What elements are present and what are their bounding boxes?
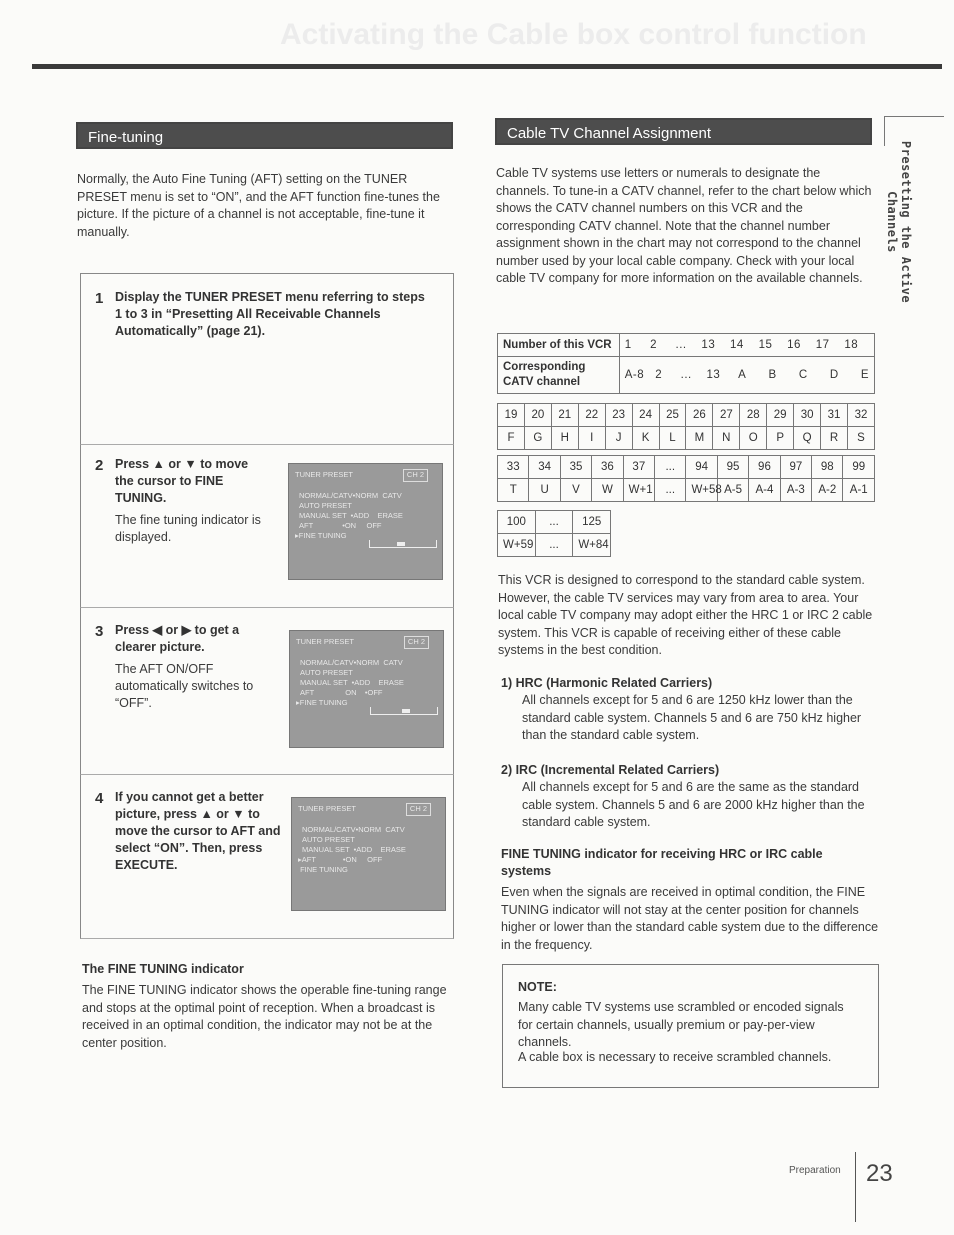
vcr-number-cell: 22 <box>578 404 605 427</box>
step-4-number: 4 <box>95 790 104 807</box>
catv-channel-cell: R <box>821 427 848 450</box>
catv-channel-cell: S <box>847 427 874 450</box>
catv-channel-cell: P <box>767 427 794 450</box>
top-rule <box>32 64 942 69</box>
hrc-body: All channels except for 5 and 6 are 1250 kHz lower than the standard cable system. Channels 5 and 6 are 750 kHz higher than the standard cable system. <box>522 693 862 742</box>
osd-screen-step2 <box>288 463 443 580</box>
catv-channel-cell: I <box>578 427 605 450</box>
osd-line: NORMAL/CATV•NORM CATV <box>302 825 405 834</box>
catv-channel-cell: A-1 <box>843 479 875 502</box>
vcr-number-cell: 25 <box>659 404 686 427</box>
faded-running-title: Activating the Cable box control function <box>280 18 867 51</box>
vcr-number-cell: 21 <box>551 404 578 427</box>
note-label: NOTE: <box>518 980 557 994</box>
vcr-ellipsis: ... <box>675 339 687 351</box>
vcr-number-cell: 20 <box>524 404 551 427</box>
catv-heading: Cable TV Channel Assignment <box>495 118 872 145</box>
vcr-number-cell: 125 <box>573 511 611 534</box>
note-line-1: Many cable TV systems use scrambled or encoded signals for certain channels, usually premium or pay-per-view channels. <box>518 1000 844 1049</box>
vcr-number-cell: 94 <box>686 456 717 479</box>
catv-channel-cell: N <box>713 427 740 450</box>
osd-line: MANUAL SET •ADD ERASE <box>300 678 404 687</box>
catv-channel-cell: A-4 <box>749 479 780 502</box>
fine-hrc-body: Even when the signals are received in optimal condition, the FINE TUNING indicator will not stay at the center position for channels higher or lower than the standard cable system due to the difference in the frequency. <box>501 885 879 952</box>
vcr-1: 1 <box>624 339 632 351</box>
channel-table-4 <box>497 510 611 557</box>
indicator-marker <box>402 709 410 713</box>
note-box <box>502 964 879 1088</box>
channel-table-1 <box>497 333 875 394</box>
osd-title: TUNER PRESET <box>298 804 356 813</box>
catv-channel-cell: W <box>592 479 623 502</box>
catv-channel-cell: O <box>740 427 767 450</box>
footer-divider <box>855 1152 856 1222</box>
osd-line: MANUAL SET •ADD ERASE <box>299 511 403 520</box>
osd-title: TUNER PRESET <box>296 637 354 646</box>
catv-channel-cell: U <box>529 479 560 502</box>
vcr-number-cell: 30 <box>794 404 821 427</box>
step-1-number: 1 <box>95 290 104 307</box>
vcr-number-cell: 96 <box>749 456 780 479</box>
vcr-number-cell: 36 <box>592 456 623 479</box>
fine-tuning-heading: Fine-tuning <box>76 122 453 149</box>
vcr-number-cell: 99 <box>843 456 875 479</box>
row-label-vcr: Number of this VCR <box>498 334 620 357</box>
side-tab-label: Presetting the Active Channels <box>885 140 913 304</box>
page-number: 23 <box>866 1160 893 1187</box>
catv-2: 2 <box>655 369 663 381</box>
osd-line: NORMAL/CATV•NORM CATV <box>299 491 402 500</box>
catv-channel-cell: V <box>560 479 591 502</box>
step-4-box <box>80 775 454 939</box>
catv-channel-cell: M <box>686 427 713 450</box>
osd-line: ▸FINE TUNING <box>295 531 347 540</box>
vcr-number-cell: 37 <box>623 456 654 479</box>
vcr-17: 17 <box>815 339 830 351</box>
side-tab <box>884 116 944 326</box>
vcr-number-cell: 23 <box>605 404 632 427</box>
vcr-13: 13 <box>701 339 716 351</box>
vcr-number-cell: 35 <box>560 456 591 479</box>
channel-table-2 <box>497 403 875 450</box>
footer-section: Preparation <box>789 1165 841 1176</box>
osd-channel: CH 2 <box>403 469 428 482</box>
indicator-heading: The FINE TUNING indicator <box>82 962 244 976</box>
vcr-14: 14 <box>730 339 744 351</box>
vcr-number-cell: 27 <box>713 404 740 427</box>
catv-channel-cell: W+84 <box>573 534 611 557</box>
vcr-number-cell: 28 <box>740 404 767 427</box>
vcr-number-cell: ... <box>655 456 686 479</box>
row-label-catv: Corresponding CATV channel <box>498 357 620 394</box>
step-1-instruction: Display the TUNER PRESET menu referring to steps 1 to 3 in “Presetting All Receivable Channels Automatically” (page 21). <box>115 290 425 338</box>
catv-channel-cell: W+59 <box>498 534 536 557</box>
vcr-number-cell: 19 <box>498 404 525 427</box>
vcr-2: 2 <box>650 339 658 351</box>
osd-channel: CH 2 <box>404 636 429 649</box>
vcr-number-cell: 26 <box>686 404 713 427</box>
vcr-number-cell: 97 <box>780 456 811 479</box>
indicator-marker <box>397 542 405 546</box>
catv-channel-cell: J <box>605 427 632 450</box>
irc-title: 2) IRC (Incremental Related Carriers) <box>501 763 720 777</box>
step-3-instruction: Press ◀ or ▶ to get a clearer picture. <box>115 623 240 654</box>
catv-channel-cell: H <box>551 427 578 450</box>
catv-channel-cell: F <box>498 427 525 450</box>
catv-channel-cell: L <box>659 427 686 450</box>
catv-channel-cell: ... <box>535 534 573 557</box>
vcr-number-cell: 95 <box>717 456 748 479</box>
catv-channel-cell: A-5 <box>717 479 748 502</box>
catv-channel-cell: W+58 <box>686 479 717 502</box>
step-1-box <box>80 273 454 445</box>
vcr-18: 18 <box>844 339 859 351</box>
step-2-box <box>80 445 454 608</box>
step-2-number: 2 <box>95 457 104 474</box>
irc-body: All channels except for 5 and 6 are the same as the standard cable system. Channels 5 and 6 are 2000 kHz higher than the standard cable system. <box>522 780 865 829</box>
catv-channel-cells <box>619 357 874 394</box>
osd-channel: CH 2 <box>406 803 431 816</box>
fine-tuning-intro: Normally, the Auto Fine Tuning (AFT) setting on the TUNER PRESET menu is set to “ON”, and the AFT function fine-tunes the picture. If the picture of a channel is not acceptable, fine-tune it manually. <box>77 172 440 239</box>
catv-channel-cell: T <box>498 479 529 502</box>
step-3-box <box>80 608 454 775</box>
catv-channel-cell: A-3 <box>780 479 811 502</box>
catv-c: C <box>798 369 808 381</box>
vcr-number-cell: ... <box>535 511 573 534</box>
vcr-number-cell: 100 <box>498 511 536 534</box>
osd-line: ▸FINE TUNING <box>296 698 348 707</box>
osd-screen-step3 <box>289 630 444 748</box>
catv-a: A <box>738 369 747 381</box>
catv-channel-cell: ... <box>655 479 686 502</box>
vcr-number-cell: 29 <box>767 404 794 427</box>
osd-line: MANUAL SET •ADD ERASE <box>302 845 406 854</box>
step-2-note: The fine tuning indicator is displayed. <box>115 513 261 544</box>
osd-line: AUTO PRESET <box>299 501 352 510</box>
osd-line: AFT ON •OFF <box>300 688 383 697</box>
note-line-2: A cable box is necessary to receive scrambled channels. <box>518 1050 832 1064</box>
step-2-instruction: Press ▲ or ▼ to move the cursor to FINE TUNING. <box>115 457 249 505</box>
catv-intro: Cable TV systems use letters or numerals to designate the channels. To tune-in a CATV channel, refer to the chart below which shows the CATV channel numbers on this VCR and the corresponding CATV channel. Note that the channel number assignment shown in the chart may not correspond to the channel number used by your local cable company. Check with your local cable TV company for more information on the available channels. <box>496 166 872 285</box>
fine-hrc-title: FINE TUNING indicator for receiving HRC or IRC cable systems <box>501 847 823 878</box>
hrc-title: 1) HRC (Harmonic Related Carriers) <box>501 676 713 690</box>
vcr-16: 16 <box>787 339 801 351</box>
step-3-number: 3 <box>95 623 104 640</box>
osd-line: AUTO PRESET <box>302 835 355 844</box>
osd-line: AFT •ON OFF <box>299 521 382 530</box>
osd-title: TUNER PRESET <box>295 470 353 479</box>
osd-line: AUTO PRESET <box>300 668 353 677</box>
catv-channel-cell: K <box>632 427 659 450</box>
catv-ellipsis: ... <box>680 369 692 381</box>
step-4-instruction: If you cannot get a better picture, press ▲ or ▼ to move the cursor to AFT and select “ON”. Then, press EXECUTE. <box>115 790 281 872</box>
osd-screen-step4 <box>291 797 446 911</box>
catv-d: D <box>829 369 839 381</box>
fine-tuning-indicator <box>369 540 437 548</box>
catv-a8: A-8 <box>624 369 645 381</box>
catv-channel-cell: W+1 <box>623 479 654 502</box>
catv-b: B <box>768 369 777 381</box>
catv-channel-cell: G <box>524 427 551 450</box>
catv-e: E <box>860 369 869 381</box>
step-3-note: The AFT ON/OFF automatically switches to “OFF”. <box>115 662 254 710</box>
catv-channel-cell: A-2 <box>812 479 843 502</box>
vcr-number-cells <box>619 334 874 357</box>
osd-line: NORMAL/CATV•NORM CATV <box>300 658 403 667</box>
vcr-number-cell: 33 <box>498 456 529 479</box>
vcr-number-cell: 32 <box>847 404 874 427</box>
vcr-number-cell: 98 <box>812 456 843 479</box>
channel-table-3 <box>497 455 875 502</box>
vcr-number-cell: 24 <box>632 404 659 427</box>
catv-13: 13 <box>706 369 721 381</box>
catv-channel-cell: Q <box>794 427 821 450</box>
osd-line: ▸AFT •ON OFF <box>298 855 383 864</box>
cable-system-paragraph: This VCR is designed to correspond to the standard cable system. However, the cable TV services may vary from area to area. Your local cable TV company may adopt either the HRC 1 or IRC 2 cable system. This VCR is capable of receiving either of these cable systems in the best condition. <box>498 573 873 657</box>
fine-tuning-indicator <box>370 707 438 715</box>
vcr-number-cell: 34 <box>529 456 560 479</box>
vcr-number-cell: 31 <box>821 404 848 427</box>
vcr-15: 15 <box>758 339 773 351</box>
indicator-body: The FINE TUNING indicator shows the operable fine-tuning range and stops at the optimal point of reception. When a broadcast is received in an optimal condition, the indicator may not be at the center position. <box>82 983 447 1050</box>
osd-line: FINE TUNING <box>298 865 348 874</box>
